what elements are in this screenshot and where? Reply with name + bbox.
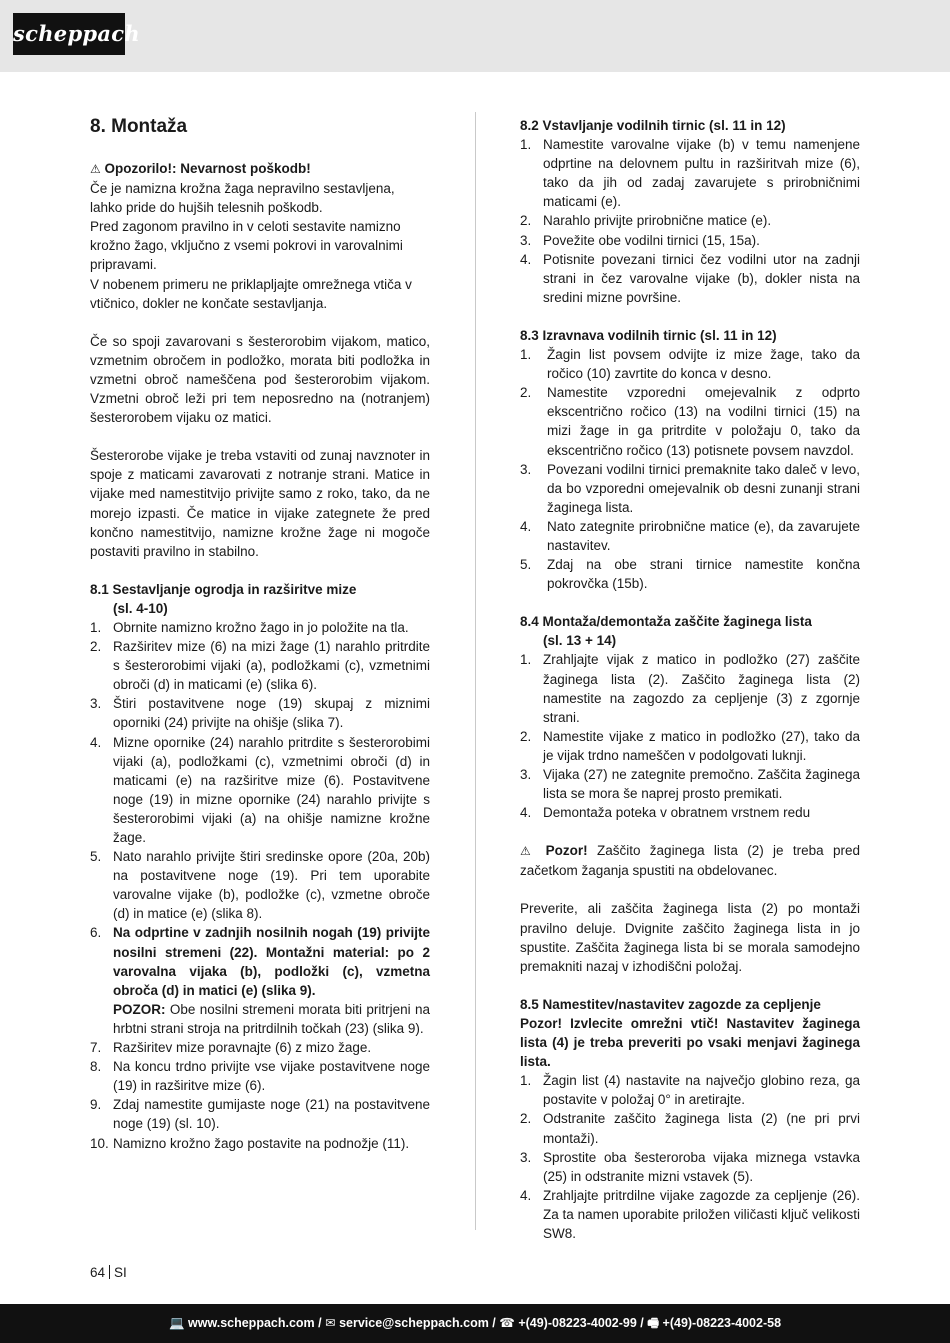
paragraph-spring-washer: Če so spoji zavarovani s šesterorobim vijakom, matico, vzmetnim obročem in podložko, morata biti podložka in vzmetni obroč nameščena pod šesterorobim vijakom. Vzmetni obroč leži pri tem neposredno na (notranjem) šesterorobem vijaku oz matici.	[90, 333, 430, 426]
page-footer	[0, 1304, 950, 1343]
list-item: 2. Odstranite zaščito žaginega lista (2) (ne pri prvi montaži).	[520, 1111, 860, 1146]
list-item: 9. Zdaj namestite gumijaste noge (21) na postavitvene noge (19) (sl. 10).	[90, 1097, 430, 1132]
steps-8-4	[520, 650, 860, 822]
phone-icon: ☎	[499, 1316, 515, 1330]
list-item: 2. Namestite vzporedni omejevalnik z odprto ekscentrično ročico (13) na vodilni tirnici (15) na mizi žage in ga pritrdite v položaju 0, tako da ekscentrično ročico (13) potisnete povsem navzdol.	[520, 385, 860, 458]
caution-label: POZOR:	[113, 1001, 166, 1017]
warning-heading	[90, 159, 430, 179]
steps-8-5	[520, 1071, 860, 1243]
warning-title: Opozorilo!: Nevarnost poškodb!	[104, 161, 311, 176]
column-divider	[475, 112, 476, 1230]
subsection-heading-8-4: 8.4 Montaža/demontaža zaščite žaginega lista	[520, 614, 812, 630]
warning-icon: ⚠	[520, 844, 537, 859]
list-item: 1. Žagin list povsem odvijte iz mize žage, tako da ročico (10) zavrtite do konca v desno.	[520, 347, 860, 382]
list-item: 2. Namestite vijake z matico in podložko (27), tako da je vijak trdno nameščen v podolgovati luknji.	[520, 728, 860, 763]
subsection-heading-8-2: 8.2 Vstavljanje vodilnih tirnic (sl. 11 in 12)	[520, 118, 786, 133]
warning-line: V nobenem primeru ne priklapljajte omrežnega vtiča v vtičnico, dokler ne končate sestavljanja.	[90, 276, 412, 311]
list-item: 5. Zdaj na obe strani tirnice namestite končna pokrovčka (15b).	[520, 557, 860, 592]
list-item: 4. Potisnite povezani tirnici čez vodilni utor na zadnji strani in čez varovalne vijake (b), dokler nista na sredini mizne površine.	[520, 251, 860, 305]
footer-phone: +(49)-08223-4002-99	[518, 1316, 637, 1330]
list-item: 1. Žagin list (4) nastavite na največjo globino reza, ga postavite v položaj 0° in aretirajte.	[520, 1073, 860, 1108]
list-item: 1. Obrnite namizno krožno žago in jo položite na tla.	[90, 619, 409, 635]
page-header	[0, 0, 950, 72]
mail-icon: ✉	[325, 1316, 336, 1330]
list-item: 8. Na koncu trdno privijte vse vijake postavitvene noge (19) in razširitve mize (6).	[90, 1059, 430, 1094]
subsection-heading-8-4-figs: (sl. 13 + 14)	[543, 633, 617, 649]
steps-8-1	[90, 618, 430, 1153]
footer-web[interactable]: www.scheppach.com	[188, 1316, 315, 1330]
list-item: 4. Zrahljajte pritrdilne vijake zagozde za cepljenje (26). Za ta namen uporabite priložen viličasti ključ velikosti SW8.	[520, 1187, 860, 1241]
caution-paragraph: ⚠ Pozor! Zaščito žaginega lista (2) je treba pred začetkom žaganja spustiti na obdelovanec.	[520, 843, 860, 879]
warning-line: Pred zagonom pravilno in v celoti sestavite namizno krožno žago, vključno z vsemi pokrovi in varovalnimi pripravami.	[90, 219, 403, 273]
list-item: 4. Mizne opornike (24) narahlo pritrdite s šesterorobimi vijaki (a), podložkami (c), vzmetnimi obroči (d) in maticami (e) na razširitve mize (6). Postavitvene noge (19) in mizne opornike (24) narahlo privijte s šesterorobimi vijaki (a) na ohišje namizne krožne žage.	[90, 734, 430, 845]
caution-label: Pozor!	[545, 843, 588, 859]
list-item: 3. Vijaka (27) ne zategnite premočno. Zaščita žaginega lista se mora še naprej prosto premikati.	[520, 767, 860, 802]
list-item: 4. Demontaža poteka v obratnem vrstnem redu	[520, 805, 811, 821]
paragraph-hex-bolts: Šesterorobe vijake je treba vstaviti od zunaj navznoter in spoje z maticami zavarovati z notranje strani. Matice in vijake med namestitvijo privijte samo z roko, tako, da ne morejo izpasti. Če matice in vijake zategnete že pred končno namestitvijo, namizne krožne žage ni mogoče postaviti pravilno in stabilno.	[90, 448, 430, 559]
list-item: 4. Nato zategnite prirobnične matice (e), da zavarujete nastavitev.	[520, 518, 860, 553]
list-item: 3. Povežite obe vodilni tirnici (15, 15a).	[520, 232, 760, 248]
footer-fax: +(49)-08223-4002-58	[662, 1316, 782, 1330]
list-item: 10. Namizno krožno žago postavite na podnožje (11).	[90, 1135, 410, 1151]
list-item: 5. Nato narahlo privijte štiri sredinske opore (20a, 20b) na postavitvene noge (19). Pri tem uporabite varovalne vijake (b), podložke (c), vzmetne obroče (d) in matice (e) (slika 8).	[90, 849, 430, 922]
list-item: 3. Sprostite oba šesterorobа vijaka miznega vstavka (25) in odstranite mizni vstavek (5).	[520, 1149, 860, 1184]
list-item: 3. Povezani vodilni tirnici premaknite tako daleč v levo, da bo vzporedni omejevalnik ob desni zunanji strani žaginega lista.	[520, 461, 860, 515]
list-item: 1. Zrahljajte vijak z matico in podložko (27) zaščite žaginega lista (2). Zaščito žaginega lista (2) namestite na zagozdo za cepljenje (3) z zgornje strani.	[520, 652, 860, 725]
list-item: 2. Razširitev mize (6) na mizi žage (1) narahlo pritrdite s šesterorobimi vijaki (a), podložkami (c), vzmetnimi obroči (d) in maticami (e) (slika 6).	[90, 639, 430, 693]
subsection-warning-8-5: Pozor! Izvlecite omrežni vtič! Nastavitev žaginega lista (4) je treba preveriti po vsaki menjavi žaginega lista.	[520, 1015, 860, 1070]
right-column	[520, 116, 860, 1243]
list-item: 1. Namestite varovalne vijake (b) v temu namenjene odprtine na delovnem pultu in razširitvah mize (6), tako da jih od zadaj zavarujete s prirobničnimi maticami (e).	[520, 137, 860, 210]
list-item: 7. Razširitev mize poravnajte (6) z mizo žage.	[90, 1040, 372, 1056]
section-title: 8. Montaža	[90, 116, 188, 137]
left-column	[90, 116, 430, 1153]
subsection-heading-8-1-figs: (sl. 4-10)	[113, 600, 168, 616]
contact-line: 💻 www.scheppach.com / ✉ service@scheppach.com / ☎ +(49)-08223-4002-99 / 🖷 +(49)-08223-4002-58	[168, 1316, 782, 1330]
list-item: 3. Štiri postavitvene noge (19) skupaj z miznimi oporniki (24) privijte na ohišje (slika 7).	[90, 696, 430, 731]
steps-8-2	[520, 135, 860, 307]
subsection-heading-8-1: 8.1 Sestavljanje ogrodja in razširitve mize	[90, 581, 357, 597]
list-item: 2. Narahlo privijte prirobnične matice (e).	[520, 213, 772, 229]
page-number: 64 SI	[90, 1265, 127, 1280]
fax-icon: 🖷	[647, 1316, 660, 1330]
steps-8-3	[520, 345, 860, 593]
list-item: 6. Na odprtine v zadnjih nosilnih nogah (19) privijte nosilni stremeni (22). Montažni material: po 2 varovalna vijaka (b), podložki (c), vzmetna obroča (d) in matici (e) (slika 9). POZOR: Obe nosilni stremeni morata biti pritrjeni na hrbtni strani stroja na pritrdilnih točkah (23) (slika 9).	[90, 925, 430, 1036]
subsection-heading-8-5: 8.5 Namestitev/nastavitev zagozde za cepljenje	[520, 996, 821, 1012]
brand-logo: scheppach	[13, 13, 125, 55]
paragraph-check-guard: Preverite, ali zaščita žaginega lista (2) po montaži pravilno deluje. Dvignite zaščito žaginega lista in jo spustite. Zaščita žaginega lista bi se morala samodejno premakniti nazaj v izhodiščni položaj.	[520, 901, 860, 974]
footer-email[interactable]: service@scheppach.com	[339, 1316, 489, 1330]
warning-line: Če je namizna krožna žaga nepravilno sestavljena, lahko pride do hujših telesnih poškodb.	[90, 181, 395, 216]
computer-icon: 💻	[168, 1316, 185, 1330]
subsection-heading-8-3: 8.3 Izravnava vodilnih tirnic (sl. 11 in 12)	[520, 327, 777, 343]
warning-icon: ⚠	[90, 162, 101, 176]
